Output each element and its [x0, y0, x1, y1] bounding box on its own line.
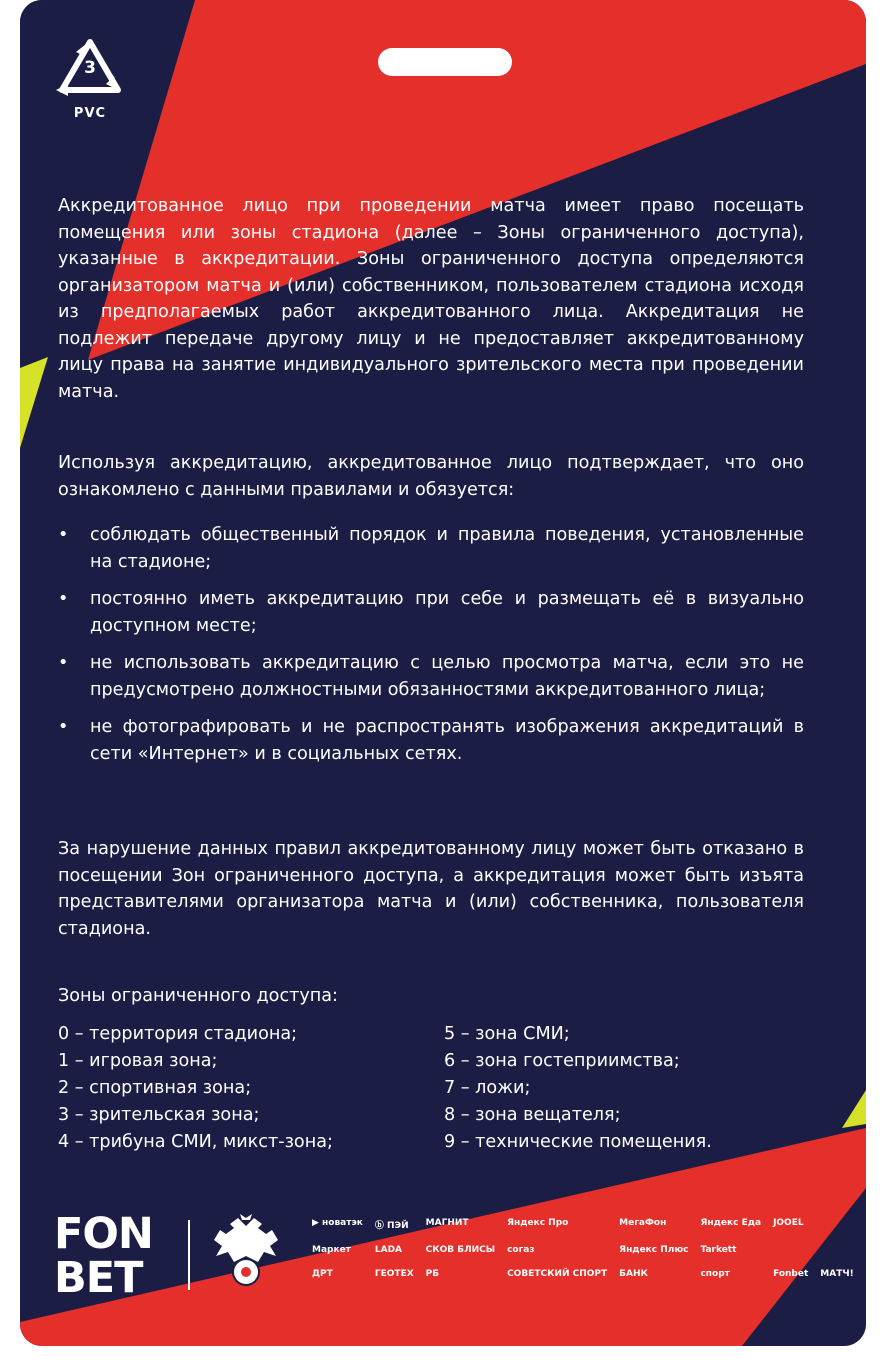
zone-item: 3 – зрительская зона; — [58, 1105, 260, 1125]
sponsor-logo: ГЕОТЕХ — [374, 1269, 414, 1279]
double-headed-eagle-emblem-icon — [210, 1212, 282, 1296]
rules-paragraph-2: Используя аккредитацию, аккредитованное лицо подтверждает, что оно ознакомлено с данными правилами и обязуется: — [58, 453, 804, 500]
obligation-item: • соблюдать общественный порядок и правила поведения, установленные на стадионе; — [58, 522, 804, 575]
obligation-item: • не использовать аккредитацию с целью просмотра матча, если это не предусмотрено должностными обязанностями аккредитованного лица; — [58, 650, 804, 703]
obligations-list — [58, 522, 804, 778]
sponsor-logo: спорт — [700, 1269, 730, 1279]
zone-item: 5 – зона СМИ; — [444, 1024, 570, 1044]
fonbet-logo-line2: BET — [54, 1253, 143, 1303]
sponsor-logo: Fonbet — [773, 1269, 809, 1279]
sponsor-logo: МАГНИТ — [425, 1218, 469, 1228]
zones-list-left — [58, 1021, 333, 1156]
sponsor-logo: Яндекс Еда — [700, 1218, 762, 1228]
accreditation-card — [20, 0, 866, 1346]
sponsor-logo: LADA — [374, 1245, 403, 1255]
zone-item: 2 – спортивная зона; — [58, 1078, 252, 1098]
sponsor-logo: СКОВ БЛИСЫ — [425, 1245, 496, 1255]
sponsor-logo — [820, 1245, 853, 1255]
sponsor-logo: JOOEL — [773, 1218, 804, 1228]
rules-paragraph-1: Аккредитованное лицо при проведении матча имеет право посещать помещения или зоны стадиона (далее – Зоны ограниченного доступа), указанные в аккредитации. Зоны ограниченного доступа определяются организатором матча и (или) собственником, пользователем стадиона исходя из предполагаемых работ аккредитованного лица. Аккредитация не подлежит передаче другому лицу и не предоставляет аккредитованному лицу права на занятие индивидуального зрительского места при проведении матча. — [58, 196, 804, 402]
sponsor-logo: ⓑ ПЭЙ — [374, 1221, 409, 1231]
zone-item: 6 – зона гостеприимства; — [444, 1051, 680, 1071]
sponsor-logo — [773, 1245, 808, 1255]
sponsor-logos — [312, 1218, 854, 1279]
rules-paragraph-3: За нарушение данных правил аккредитованному лицу может быть отказано в посещении Зон ограниченного доступа, а аккредитация может быть изъята представителями организатора матча и (или) собственника, пользователя стадиона. — [58, 839, 804, 939]
sponsor-logo: Tarkett — [700, 1245, 737, 1255]
lanyard-slot — [378, 48, 512, 76]
sponsor-logo: ДРТ — [312, 1269, 333, 1279]
sponsor-logo: МегаФон — [619, 1218, 667, 1228]
sponsor-logo: СОВЕТСКИЙ СПОРТ — [507, 1269, 608, 1279]
sponsor-logo: Маркет — [312, 1245, 351, 1255]
sponsor-logo — [820, 1218, 853, 1231]
zone-item: 1 – игровая зона; — [58, 1051, 218, 1071]
obligation-item: • постоянно иметь аккредитацию при себе и размещать её в визуально доступном месте; — [58, 586, 804, 639]
sponsor-logo: согаз — [507, 1245, 535, 1255]
fonbet-logo — [54, 1209, 153, 1303]
sponsor-logo: РБ — [425, 1269, 440, 1279]
logo-divider — [188, 1220, 190, 1290]
zone-item: 8 – зона вещателя; — [444, 1105, 621, 1125]
fonbet-logo-line1: FON — [54, 1209, 153, 1259]
zone-item: 0 – территория стадиона; — [58, 1024, 298, 1044]
obligation-item: • не фотографировать и не распространять изображения аккредитаций в сети «Интернет» и в социальных сетях. — [58, 714, 804, 767]
recycling-symbol — [54, 36, 126, 126]
sponsor-logo: Яндекс Плюс — [619, 1245, 689, 1255]
sponsor-logo: ▶ новатэк — [312, 1218, 363, 1228]
zone-item: 7 – ложи; — [444, 1078, 531, 1098]
sponsor-logo: БАНК — [619, 1269, 648, 1279]
zone-item: 4 – трибуна СМИ, микст-зона; — [58, 1132, 333, 1152]
zones-title: Зоны ограниченного доступа: — [58, 986, 338, 1006]
zones-list-right — [444, 1021, 712, 1156]
sponsor-logo: Яндекс Про — [507, 1218, 569, 1228]
recycling-code: 3 — [84, 58, 96, 78]
sponsor-logo: МАТЧ! — [820, 1269, 854, 1279]
material-label: PVC — [73, 106, 107, 121]
zone-item: 9 – технические помещения. — [444, 1132, 712, 1152]
